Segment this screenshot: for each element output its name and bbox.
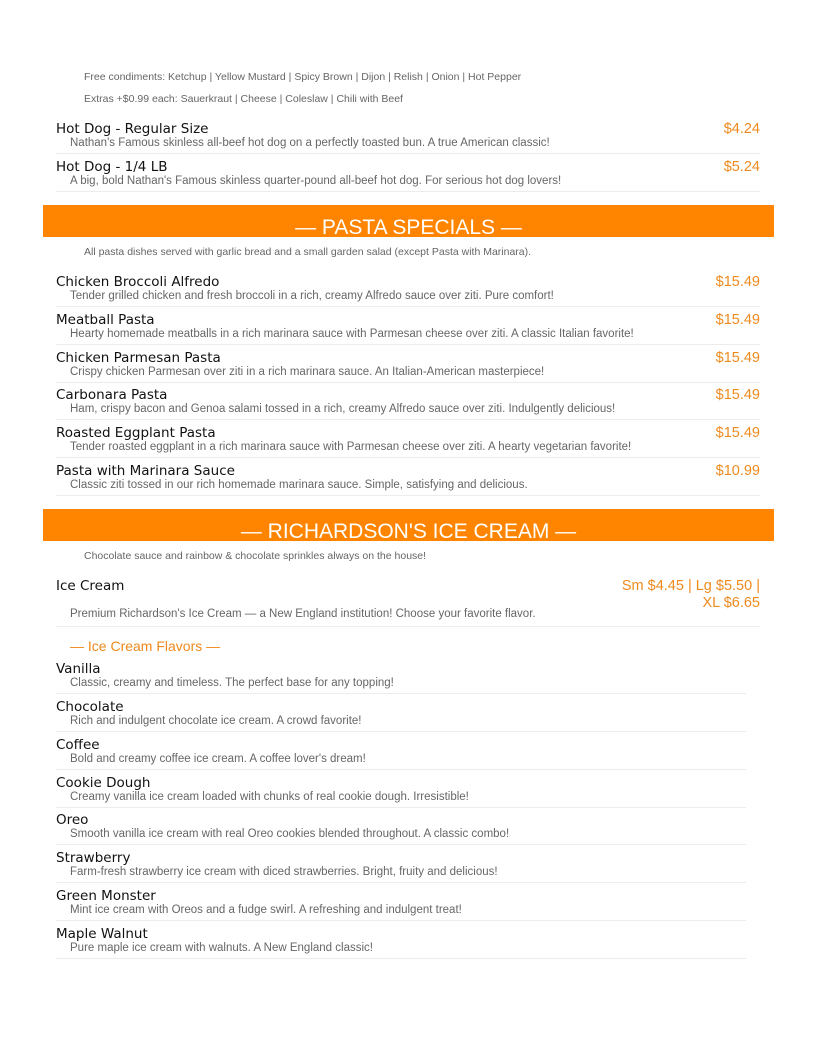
item-name: Hot Dog - 1/4 LB — [56, 159, 168, 175]
flavor-description: Pure maple ice cream with walnuts. A New England classic! — [70, 942, 373, 954]
item-description: Crispy chicken Parmesan over ziti in a rich marinara sauce. An Italian-American masterpiece! — [70, 366, 545, 378]
flavor-item — [56, 850, 746, 883]
item-description: Classic ziti tossed in our rich homemade marinara sauce. Simple, satisfying and delicious. — [70, 479, 528, 491]
menu-item — [56, 425, 760, 458]
flavor-item — [56, 888, 746, 921]
flavor-name: Chocolate — [56, 699, 124, 715]
item-price: $15.49 — [715, 274, 760, 290]
item-price: $4.24 — [723, 121, 760, 137]
item-price: $15.49 — [715, 387, 760, 403]
condiments-note: Free condiments: Ketchup | Yellow Mustard | Spicy Brown | Dijon | Relish | Onion | Hot Pepper — [84, 71, 522, 83]
flavors-heading: — Ice Cream Flavors — — [70, 638, 221, 654]
flavor-description: Rich and indulgent chocolate ice cream. A crowd favorite! — [70, 715, 362, 727]
item-price: $15.49 — [715, 312, 760, 328]
menu-item — [56, 274, 760, 307]
section-banner-icecream: — RICHARDSON'S ICE CREAM — — [43, 509, 774, 541]
price-line: Sm $4.45 | Lg $5.50 | — [621, 578, 760, 594]
item-name: Hot Dog - Regular Size — [56, 121, 209, 137]
item-description: A big, bold Nathan's Famous skinless quarter-pound all-beef hot dog. For serious hot dog lovers! — [70, 175, 562, 187]
flavor-name: Oreo — [56, 812, 89, 828]
menu-item — [56, 312, 760, 345]
item-price: $15.49 — [715, 350, 760, 366]
item-description: Hearty homemade meatballs in a rich marinara sauce with Parmesan cheese over ziti. A classic Italian favorite! — [70, 328, 634, 340]
menu-item — [56, 121, 760, 154]
flavor-item — [56, 737, 746, 770]
item-price: $10.99 — [715, 463, 760, 479]
flavor-description: Farm-fresh strawberry ice cream with diced strawberries. Bright, fruity and delicious! — [70, 866, 498, 878]
item-description: Nathan's Famous skinless all-beef hot dog on a perfectly toasted bun. A true American classic! — [70, 137, 550, 149]
flavor-description: Smooth vanilla ice cream with real Oreo cookies blended throughout. A classic combo! — [70, 828, 510, 840]
item-name: Carbonara Pasta — [56, 387, 168, 403]
flavor-name: Cookie Dough — [56, 775, 151, 791]
menu-item — [56, 159, 760, 192]
flavor-description: Mint ice cream with Oreos and a fudge swirl. A refreshing and indulgent treat! — [70, 904, 462, 916]
item-name: Chicken Broccoli Alfredo — [56, 274, 220, 290]
section-banner-pasta: — PASTA SPECIALS — — [43, 205, 774, 237]
flavor-name: Coffee — [56, 737, 100, 753]
item-description: Tender roasted eggplant in a rich marinara sauce with Parmesan cheese over ziti. A hearty vegetarian favorite! — [70, 441, 632, 453]
flavor-item — [56, 812, 746, 845]
item-name: Meatball Pasta — [56, 312, 155, 328]
item-name: Pasta with Marinara Sauce — [56, 463, 235, 479]
menu-item — [56, 463, 760, 496]
item-price: $15.49 — [715, 425, 760, 441]
flavor-name: Green Monster — [56, 888, 156, 904]
flavor-item — [56, 775, 746, 808]
flavor-item — [56, 661, 746, 694]
item-price: $5.24 — [723, 159, 760, 175]
flavor-description: Creamy vanilla ice cream loaded with chunks of real cookie dough. Irresistible! — [70, 791, 469, 803]
item-name: Roasted Eggplant Pasta — [56, 425, 216, 441]
flavor-name: Maple Walnut — [56, 926, 148, 942]
item-name: Ice Cream — [56, 578, 125, 594]
menu-item — [56, 387, 760, 420]
item-name: Chicken Parmesan Pasta — [56, 350, 221, 366]
pasta-note: All pasta dishes served with garlic bread and a small garden salad (except Pasta with Marinara). — [84, 246, 532, 258]
item-description: Premium Richardson's Ice Cream — a New England institution! Choose your favorite flavor. — [70, 608, 536, 620]
menu-item — [56, 350, 760, 383]
item-description: Tender grilled chicken and fresh broccoli in a rich, creamy Alfredo sauce over ziti. Pure comfort! — [70, 290, 554, 302]
item-description: Ham, crispy bacon and Genoa salami tossed in a rich, creamy Alfredo sauce over ziti. Indulgently delicious! — [70, 403, 616, 415]
price-line: XL $6.65 — [702, 595, 760, 611]
item-price — [622, 578, 760, 612]
flavor-name: Strawberry — [56, 850, 131, 866]
flavor-name: Vanilla — [56, 661, 101, 677]
flavor-description: Classic, creamy and timeless. The perfect base for any topping! — [70, 677, 394, 689]
menu-item — [56, 578, 760, 627]
extras-note: Extras +$0.99 each: Sauerkraut | Cheese | Coleslaw | Chili with Beef — [84, 93, 403, 105]
flavor-item — [56, 926, 746, 959]
flavor-item — [56, 699, 746, 732]
icecream-note: Chocolate sauce and rainbow & chocolate sprinkles always on the house! — [84, 550, 427, 562]
flavor-description: Bold and creamy coffee ice cream. A coffee lover's dream! — [70, 753, 366, 765]
